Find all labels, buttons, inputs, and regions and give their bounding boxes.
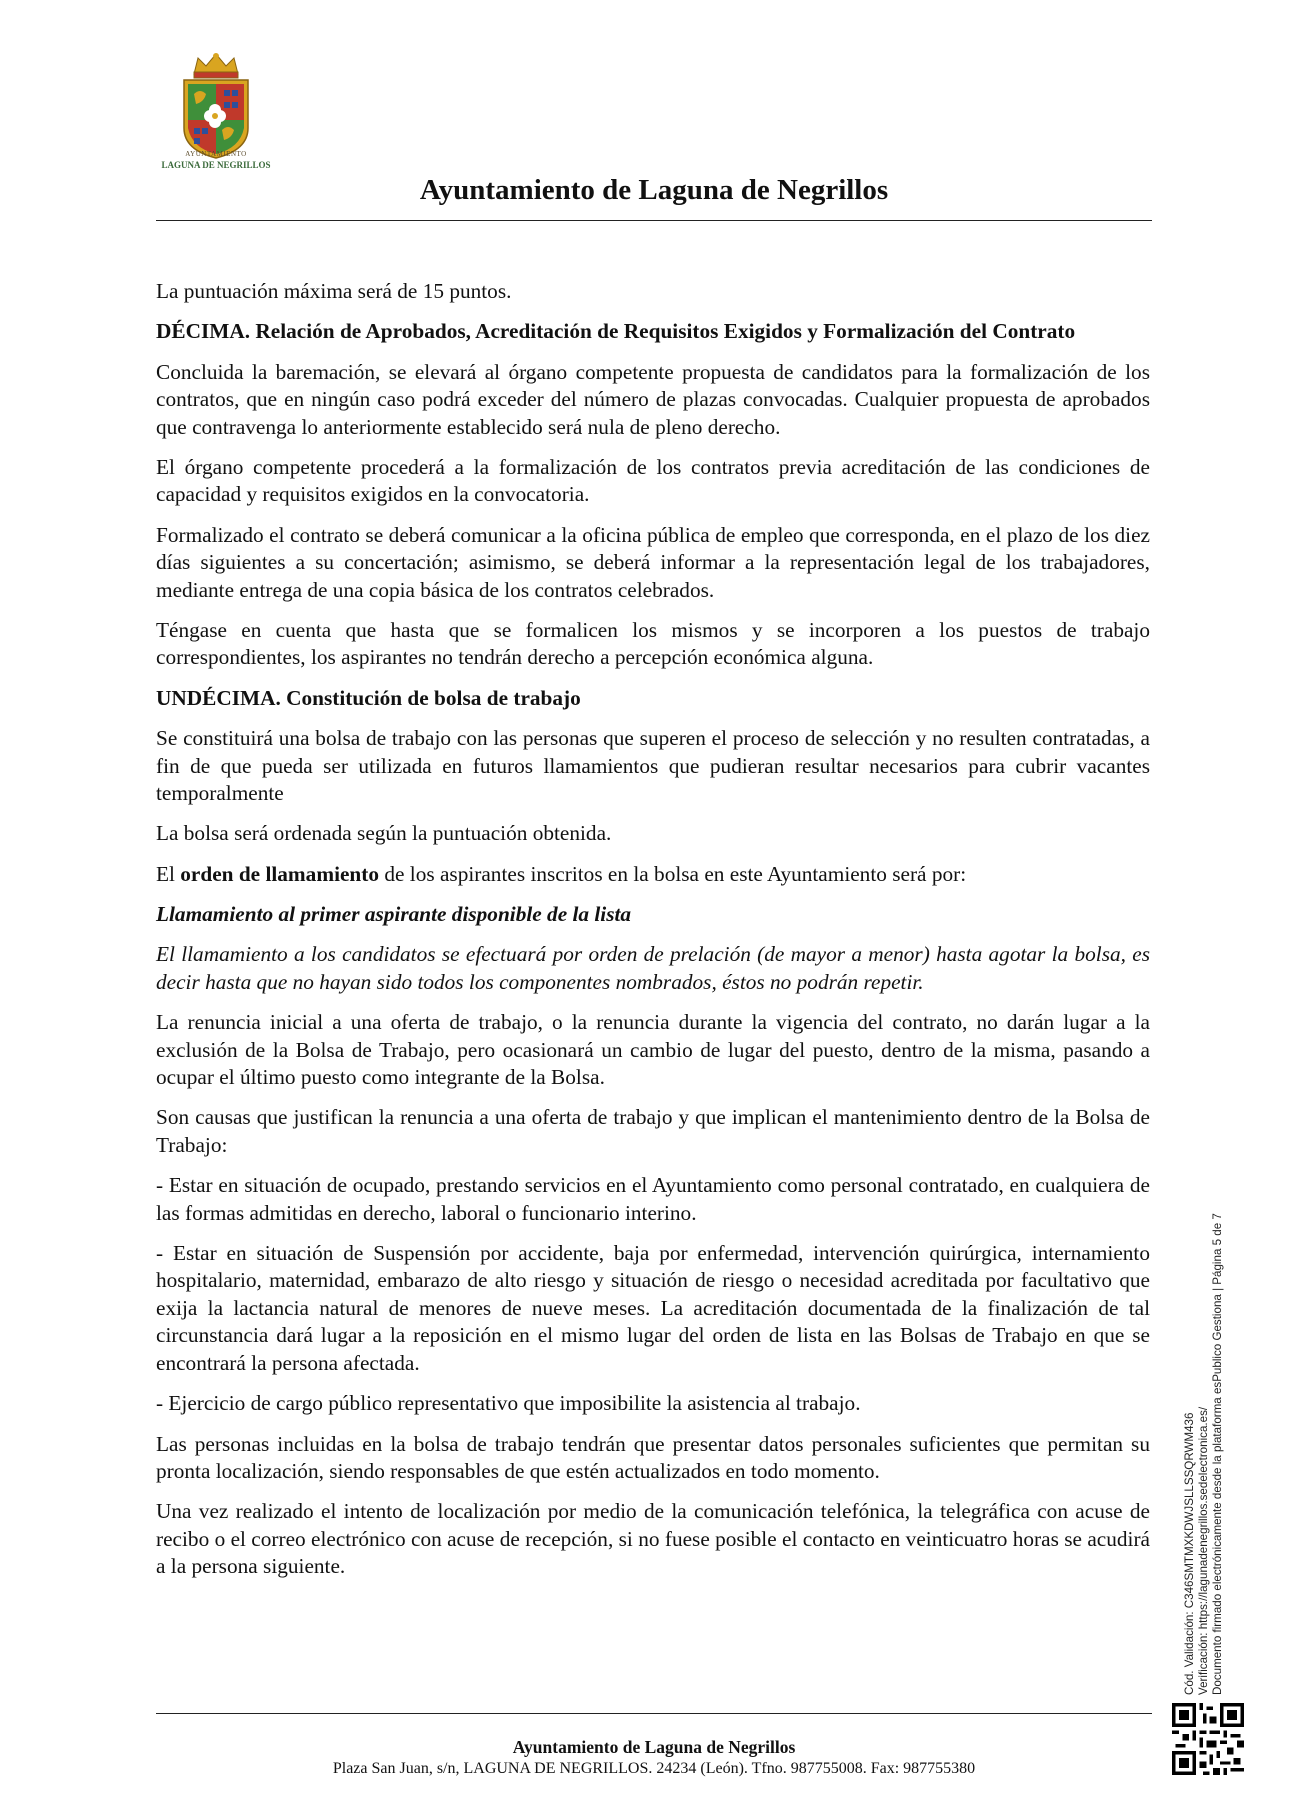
paragraph: Una vez realizado el intento de localización por medio de la comunicación telefónica, la telegráfica con acuse de recibo o el correo electrónico con acuse de recepción, si no fuese posible el contacto en veinticuatro horas se acudirá a la persona siguiente. bbox=[156, 1499, 1150, 1579]
logo-caption-ayuntamiento: AYUNTAMIENTO bbox=[185, 150, 247, 158]
paragraph: El órgano competente procederá a la formalización de los contratos previa acreditación de las condiciones de capacidad y requisitos exigidos en la convocatoria. bbox=[156, 454, 1150, 507]
validation-code: Cód. Validación: C346SMTMXKDWJSLLSSQRWM436 bbox=[1183, 1412, 1196, 1695]
list-paragraph: - Ejercicio de cargo público representativo que imposibilite la asistencia al trabajo. bbox=[156, 1391, 861, 1416]
paragraph: Formalizado el contrato se deberá comunicar a la oficina pública de empleo que corresponda, en el plazo de los diez días siguientes a su concertación; asimismo, se deberá informar a la representación legal de los trabajadores, mediante entrega de una copia básica de los contratos celebrados. bbox=[156, 522, 1150, 602]
logo-caption-town: LAGUNA DE NEGRILLOS bbox=[161, 160, 271, 170]
text-run: de los aspirantes inscritos en la bolsa en este Ayuntamiento será por: bbox=[379, 861, 967, 886]
header-divider bbox=[156, 220, 1152, 221]
list-paragraph: - Estar en situación de ocupado, prestando servicios en el Ayuntamiento como personal contratado, en cualquiera de las formas admitidas en derecho, laboral o funcionario interino. bbox=[156, 1173, 1150, 1225]
paragraph: Las personas incluidas en la bolsa de trabajo tendrán que presentar datos personales suficientes que permitan su pronta localización, siendo responsables de que estén actualizados en todo momento. bbox=[156, 1431, 1150, 1484]
bold-text-run: orden de llamamiento bbox=[180, 861, 380, 886]
header-title: Ayuntamiento de Laguna de Negrillos bbox=[419, 174, 889, 206]
signature-note: Documento firmado electrónicamente desde la plataforma esPublico Gestiona | Página 5 de 7 bbox=[1211, 1213, 1224, 1695]
footer-title: Ayuntamiento de Laguna de Negrillos bbox=[512, 1737, 796, 1757]
document-body bbox=[156, 278, 1150, 1594]
list-paragraph: - Estar en situación de Suspensión por accidente, baja por enfermedad, intervención quirúrgica, internamiento hospitalario, maternidad, embarazo de alto riesgo y situación de riesgo o necesidad acreditada por facultativo que exija la lactancia natural de menores de nueve meses. La acreditación documentada de la finalización de tal circunstancia dará lugar a la reposición en el mismo lugar del orden de lista en las Bolsas de Trabajo en que se encontrará la persona afectada. bbox=[156, 1240, 1150, 1375]
paragraph-italic: El llamamiento a los candidatos se efectuará por orden de prelación (de mayor a menor) hasta agotar la bolsa, es decir hasta que no hayan sido todos los componentes nombrados, éstos no podrán repetir. bbox=[156, 942, 1150, 994]
footer-divider bbox=[156, 1713, 1152, 1714]
qr-code-icon bbox=[1172, 1703, 1244, 1775]
paragraph: La renuncia inicial a una oferta de trabajo, o la renuncia durante la vigencia del contrato, no darán lugar a la exclusión de la Bolsa de Trabajo, pero ocasionará un cambio de lugar del puesto, dentro de la misma, pasando a ocupar el último puesto como integrante de la Bolsa. bbox=[156, 1010, 1150, 1090]
paragraph: La puntuación máxima será de 15 puntos. bbox=[156, 279, 512, 303]
paragraph: La bolsa será ordenada según la puntuación obtenida. bbox=[156, 821, 612, 846]
section-heading-decima: DÉCIMA. Relación de Aprobados, Acreditación de Requisitos Exigidos y Formalización del Contrato bbox=[156, 319, 1076, 344]
paragraph: Téngase en cuenta que hasta que se formalicen los mismos y se incorporen a los puestos de trabajo correspondientes, los aspirantes no tendrán derecho a percepción económica alguna. bbox=[156, 617, 1150, 670]
section-heading-undecima: UNDÉCIMA. Constitución de bolsa de trabajo bbox=[156, 685, 581, 710]
subheading-llamamiento: Llamamiento al primer aspirante disponible de la lista bbox=[156, 901, 632, 926]
paragraph: Son causas que justifican la renuncia a una oferta de trabajo y que implican el mantenimiento dentro de la Bolsa de Trabajo: bbox=[156, 1105, 1150, 1157]
paragraph: Concluida la baremación, se elevará al órgano competente propuesta de candidatos para la formalización de los contratos, que en ningún caso podrá exceder del número de plazas convocadas. Cualquier propuesta de aprobados que contravenga lo anteriormente establecido será nula de pleno derecho. bbox=[156, 359, 1150, 439]
paragraph-orden bbox=[156, 861, 1150, 889]
validation-stamp bbox=[1183, 1095, 1225, 1695]
footer-address: Plaza San Juan, s/n, LAGUNA DE NEGRILLOS. 24234 (León). Tfno. 987755008. Fax: 987755380 bbox=[332, 1760, 976, 1777]
verification-url: Verificación: https://lagunadenegrillos.sedelectronica.es/ bbox=[1197, 1406, 1210, 1695]
paragraph: Se constituirá una bolsa de trabajo con las personas que superen el proceso de selección y no resulten contratadas, a fin de que pueda ser utilizada en futuros llamamientos que pudieran resultar necesarios para cubrir vacantes temporalmente bbox=[156, 726, 1150, 806]
text-run: El bbox=[156, 861, 181, 886]
